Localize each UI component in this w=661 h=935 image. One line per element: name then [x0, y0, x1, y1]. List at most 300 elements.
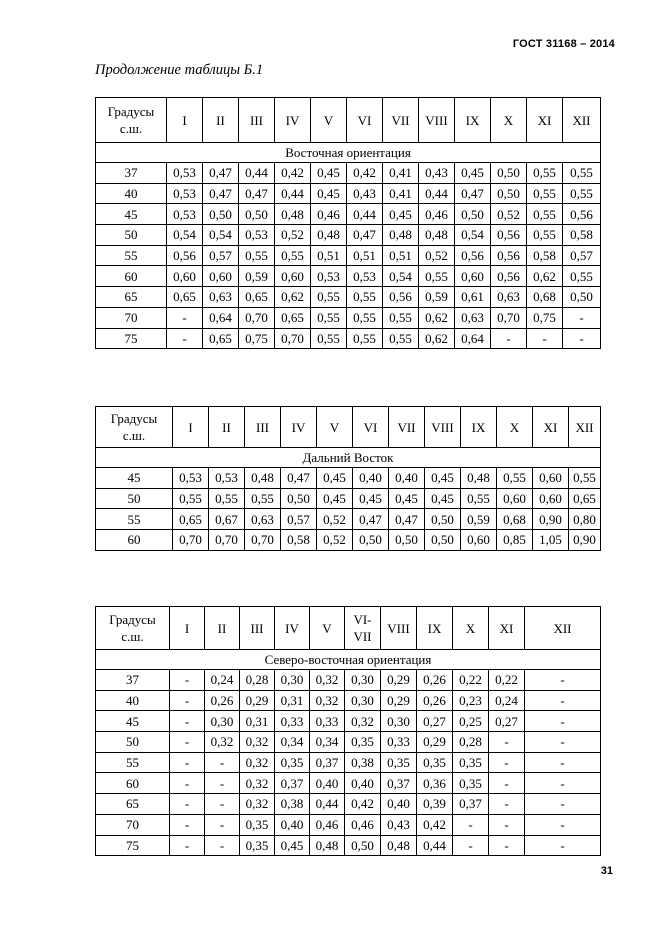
coefficient-cell: -: [205, 773, 240, 794]
month-header: IX: [417, 607, 453, 650]
coefficient-cell: 0,26: [417, 670, 453, 691]
coefficient-cell: -: [525, 814, 601, 835]
month-header: [345, 607, 381, 650]
coefficient-cell: -: [491, 328, 527, 349]
coefficient-cell: 0,42: [345, 794, 381, 815]
coefficient-cell: 0,58: [527, 245, 563, 266]
coefficient-cell: 0,55: [311, 307, 347, 328]
coefficient-cell: 0,56: [455, 245, 491, 266]
coefficient-cell: 0,75: [239, 328, 275, 349]
month-header: VIII: [381, 607, 417, 650]
coefficient-cell: 0,55: [383, 328, 419, 349]
table-row: [96, 794, 601, 815]
coefficient-cell: 0,60: [461, 530, 497, 551]
coefficient-cell: 0,40: [353, 468, 389, 489]
latitude-header: [96, 407, 173, 448]
coefficient-cell: 0,46: [345, 814, 381, 835]
coefficient-cell: 0,56: [491, 245, 527, 266]
coefficient-cell: 0,40: [310, 773, 345, 794]
coefficient-cell: 0,29: [240, 690, 275, 711]
coefficient-cell: 0,61: [455, 287, 491, 308]
coefficient-cell: 0,62: [419, 307, 455, 328]
coefficient-cell: 0,55: [347, 287, 383, 308]
month-header: VII: [383, 98, 419, 143]
latitude-header: [96, 607, 170, 650]
coefficient-cell: 0,70: [245, 530, 281, 551]
coefficient-cell: 0,53: [209, 468, 245, 489]
coefficient-cell: 0,63: [203, 287, 239, 308]
coefficient-cell: -: [170, 711, 205, 732]
coefficient-cell: 0,55: [569, 468, 601, 489]
coefficient-cell: -: [525, 773, 601, 794]
month-header: I: [167, 98, 203, 143]
coefficient-cell: -: [563, 328, 601, 349]
coefficient-cell: 0,55: [563, 183, 601, 204]
coefficient-cell: 0,34: [310, 732, 345, 753]
coefficient-cell: 0,60: [533, 488, 569, 509]
latitude-cell: 45: [96, 711, 170, 732]
coefficient-cell: 0,68: [527, 287, 563, 308]
table-row: [96, 732, 601, 753]
coefficient-cell: 0,33: [275, 711, 310, 732]
coefficient-cell: 0,60: [455, 266, 491, 287]
coefficient-cell: 0,53: [167, 183, 203, 204]
month-header: IX: [455, 98, 491, 143]
month-header: X: [497, 407, 533, 448]
coefficient-cell: 0,70: [209, 530, 245, 551]
month-header: XI: [489, 607, 525, 650]
coefficient-cell: 0,30: [345, 690, 381, 711]
latitude-cell: 37: [96, 163, 167, 184]
latitude-cell: 70: [96, 307, 167, 328]
coefficient-cell: 0,45: [383, 204, 419, 225]
coefficient-cell: 0,35: [240, 814, 275, 835]
coefficient-cell: 0,54: [167, 225, 203, 246]
month-header: VIII: [425, 407, 461, 448]
coefficient-cell: 0,56: [563, 204, 601, 225]
coefficient-cell: -: [170, 773, 205, 794]
latitude-cell: 55: [96, 509, 173, 530]
coefficient-cell: 0,23: [453, 690, 489, 711]
coefficient-cell: 0,58: [281, 530, 317, 551]
table-row: [96, 752, 601, 773]
coefficient-cell: 0,41: [383, 163, 419, 184]
coefficient-cell: 0,45: [317, 468, 353, 489]
coefficient-cell: -: [525, 690, 601, 711]
coefficient-cell: 0,65: [239, 287, 275, 308]
coefficient-cell: 0,70: [173, 530, 209, 551]
coefficient-cell: 0,55: [527, 225, 563, 246]
coefficient-cell: 0,32: [205, 732, 240, 753]
header-text: с.ш.: [119, 121, 143, 136]
table-row: [96, 814, 601, 835]
coefficient-cell: 0,55: [173, 488, 209, 509]
latitude-cell: 37: [96, 670, 170, 691]
coefficient-cell: 0,37: [453, 794, 489, 815]
table-row: [96, 163, 601, 184]
coefficient-cell: 0,32: [240, 752, 275, 773]
coefficient-cell: 0,48: [419, 225, 455, 246]
coefficient-cell: 0,55: [311, 328, 347, 349]
coefficient-cell: 0,55: [209, 488, 245, 509]
table-row: [96, 266, 601, 287]
coefficient-cell: 0,57: [563, 245, 601, 266]
coefficient-cell: 0,40: [389, 468, 425, 489]
coefficient-cell: 0,45: [455, 163, 491, 184]
coefficient-cell: 0,43: [347, 183, 383, 204]
coefficient-cell: 0,45: [389, 488, 425, 509]
coefficient-cell: 0,50: [203, 204, 239, 225]
coefficient-cell: 0,30: [275, 670, 310, 691]
month-header: III: [240, 607, 275, 650]
month-header: V: [311, 98, 347, 143]
coefficient-cell: 0,48: [383, 225, 419, 246]
coefficient-cell: 0,53: [173, 468, 209, 489]
header-row: [96, 98, 601, 143]
coefficient-cell: 0,60: [167, 266, 203, 287]
coefficient-cell: 0,55: [563, 266, 601, 287]
table-row: [96, 468, 601, 489]
coefficient-cell: 0,29: [381, 670, 417, 691]
header-text: VII: [353, 629, 372, 644]
table-row: [96, 773, 601, 794]
table-row: [96, 488, 601, 509]
header-text: Градусы: [109, 612, 156, 627]
coefficient-cell: 0,50: [345, 835, 381, 856]
coefficient-cell: 0,33: [381, 732, 417, 753]
coefficient-cell: 0,52: [317, 509, 353, 530]
coefficient-cell: 0,45: [353, 488, 389, 509]
month-header: IV: [275, 98, 311, 143]
coefficient-cell: 0,65: [569, 488, 601, 509]
coefficient-cell: 0,47: [389, 509, 425, 530]
coefficient-cell: 0,40: [345, 773, 381, 794]
coefficient-cell: 0,42: [347, 163, 383, 184]
table-row: [96, 287, 601, 308]
coefficient-cell: 0,48: [381, 835, 417, 856]
coefficient-cell: 0,62: [419, 328, 455, 349]
coefficient-cell: 0,32: [310, 670, 345, 691]
table-caption: Продолжение таблицы Б.1: [95, 62, 264, 78]
coefficient-cell: 0,45: [425, 488, 461, 509]
month-header: II: [205, 607, 240, 650]
coefficient-cell: 0,55: [275, 245, 311, 266]
coefficient-cell: 0,35: [453, 773, 489, 794]
coefficient-cell: 0,75: [527, 307, 563, 328]
coefficient-cell: 0,53: [311, 266, 347, 287]
table-row: [96, 530, 601, 551]
coefficient-cell: 0,59: [419, 287, 455, 308]
coefficient-cell: 0,60: [203, 266, 239, 287]
document-code: ГОСТ 31168 – 2014: [512, 38, 615, 50]
coefficient-cell: 0,47: [239, 183, 275, 204]
header-text: VI-: [353, 612, 372, 627]
coefficient-cell: 0,65: [173, 509, 209, 530]
coefficient-cell: 0,50: [563, 287, 601, 308]
coefficient-cell: 0,50: [239, 204, 275, 225]
latitude-cell: 50: [96, 225, 167, 246]
month-header: IV: [275, 607, 310, 650]
coefficient-cell: 0,65: [167, 287, 203, 308]
latitude-cell: 50: [96, 732, 170, 753]
coefficient-cell: 0,50: [389, 530, 425, 551]
coefficient-cell: 0,44: [417, 835, 453, 856]
coefficient-cell: -: [525, 835, 601, 856]
coefficient-cell: 0,55: [347, 328, 383, 349]
coefficient-cell: 0,50: [425, 530, 461, 551]
coefficient-cell: 0,56: [167, 245, 203, 266]
latitude-cell: 60: [96, 266, 167, 287]
coefficient-cell: 0,70: [275, 328, 311, 349]
table-row: [96, 509, 601, 530]
coefficient-cell: 0,28: [240, 670, 275, 691]
coefficient-cell: 0,46: [419, 204, 455, 225]
coefficient-cell: 0,63: [245, 509, 281, 530]
coefficient-cell: 0,62: [275, 287, 311, 308]
table-row: [96, 204, 601, 225]
coefficient-cell: -: [525, 794, 601, 815]
coefficient-cell: -: [170, 670, 205, 691]
table-row: [96, 670, 601, 691]
coefficient-cell: 0,55: [563, 163, 601, 184]
coefficient-cell: 0,58: [563, 225, 601, 246]
coefficient-cell: 0,57: [281, 509, 317, 530]
coefficient-cell: 0,39: [417, 794, 453, 815]
coefficient-cell: 0,53: [167, 163, 203, 184]
coefficient-cell: -: [453, 814, 489, 835]
coefficient-cell: -: [205, 814, 240, 835]
coefficient-cell: 0,22: [453, 670, 489, 691]
coefficient-cell: 0,44: [347, 204, 383, 225]
coefficient-cell: 0,50: [491, 163, 527, 184]
coefficient-cell: 0,59: [239, 266, 275, 287]
coefficient-cell: 0,32: [240, 794, 275, 815]
coefficient-cell: 0,31: [275, 690, 310, 711]
coefficient-cell: 0,30: [205, 711, 240, 732]
table-east-orientation: [95, 97, 601, 349]
table-row: [96, 307, 601, 328]
table-north-east-orientation: [95, 606, 601, 856]
coefficient-cell: 0,47: [455, 183, 491, 204]
coefficient-cell: 0,47: [353, 509, 389, 530]
header-row: [96, 407, 601, 448]
latitude-cell: 70: [96, 814, 170, 835]
coefficient-cell: 0,46: [311, 204, 347, 225]
coefficient-cell: 0,45: [275, 835, 310, 856]
coefficient-cell: 0,48: [245, 468, 281, 489]
table-row: [96, 690, 601, 711]
coefficient-cell: 0,37: [381, 773, 417, 794]
coefficient-cell: 0,67: [209, 509, 245, 530]
coefficient-cell: 0,33: [310, 711, 345, 732]
latitude-cell: 75: [96, 835, 170, 856]
month-header: V: [310, 607, 345, 650]
coefficient-cell: 0,48: [461, 468, 497, 489]
coefficient-cell: 0,41: [383, 183, 419, 204]
coefficient-cell: 0,80: [569, 509, 601, 530]
coefficient-cell: 0,68: [497, 509, 533, 530]
month-header: XII: [563, 98, 601, 143]
coefficient-cell: -: [170, 752, 205, 773]
coefficient-cell: 0,37: [310, 752, 345, 773]
coefficient-cell: 0,54: [455, 225, 491, 246]
coefficient-cell: 0,38: [275, 794, 310, 815]
coefficient-cell: 0,28: [453, 732, 489, 753]
coefficient-cell: 0,35: [345, 732, 381, 753]
coefficient-cell: 0,35: [381, 752, 417, 773]
table-row: [96, 328, 601, 349]
coefficient-cell: 0,53: [167, 204, 203, 225]
coefficient-cell: -: [489, 732, 525, 753]
coefficient-cell: 0,50: [425, 509, 461, 530]
coefficient-cell: -: [527, 328, 563, 349]
coefficient-cell: 0,52: [317, 530, 353, 551]
coefficient-cell: 0,54: [383, 266, 419, 287]
coefficient-cell: -: [453, 835, 489, 856]
latitude-cell: 50: [96, 488, 173, 509]
coefficient-cell: 0,27: [489, 711, 525, 732]
coefficient-cell: -: [205, 794, 240, 815]
table-row: [96, 183, 601, 204]
coefficient-cell: 0,32: [240, 773, 275, 794]
month-header: VIII: [419, 98, 455, 143]
coefficient-cell: 0,34: [275, 732, 310, 753]
coefficient-cell: 0,51: [347, 245, 383, 266]
coefficient-cell: 0,35: [453, 752, 489, 773]
coefficient-cell: 0,25: [453, 711, 489, 732]
coefficient-cell: 0,30: [381, 711, 417, 732]
coefficient-cell: 0,47: [203, 163, 239, 184]
coefficient-cell: 0,90: [569, 530, 601, 551]
coefficient-cell: 0,45: [311, 183, 347, 204]
month-header: I: [173, 407, 209, 448]
coefficient-cell: 0,60: [275, 266, 311, 287]
coefficient-cell: -: [205, 835, 240, 856]
coefficient-cell: 0,48: [275, 204, 311, 225]
coefficient-cell: 0,47: [203, 183, 239, 204]
coefficient-cell: 0,59: [461, 509, 497, 530]
coefficient-cell: 0,44: [310, 794, 345, 815]
month-header: XI: [527, 98, 563, 143]
coefficient-cell: 0,55: [419, 266, 455, 287]
coefficient-cell: 0,90: [533, 509, 569, 530]
coefficient-cell: 0,32: [345, 711, 381, 732]
coefficient-cell: -: [489, 752, 525, 773]
coefficient-cell: 0,55: [461, 488, 497, 509]
coefficient-cell: 0,55: [383, 307, 419, 328]
header-text: с.ш.: [121, 629, 144, 644]
month-header: II: [203, 98, 239, 143]
coefficient-cell: 0,40: [381, 794, 417, 815]
coefficient-cell: 0,52: [275, 225, 311, 246]
coefficient-cell: 0,40: [275, 814, 310, 835]
coefficient-cell: 0,85: [497, 530, 533, 551]
coefficient-cell: 0,54: [203, 225, 239, 246]
coefficient-cell: 0,37: [275, 773, 310, 794]
page-number: 31: [600, 865, 613, 877]
coefficient-cell: 0,45: [317, 488, 353, 509]
coefficient-cell: 0,24: [205, 670, 240, 691]
latitude-header: [96, 98, 167, 143]
latitude-cell: 60: [96, 773, 170, 794]
coefficient-cell: 0,50: [491, 183, 527, 204]
coefficient-cell: 0,51: [311, 245, 347, 266]
coefficient-cell: 0,43: [419, 163, 455, 184]
latitude-cell: 40: [96, 183, 167, 204]
coefficient-cell: 0,42: [417, 814, 453, 835]
month-header: IV: [281, 407, 317, 448]
month-header: XI: [533, 407, 569, 448]
coefficient-cell: 0,32: [310, 690, 345, 711]
month-header: I: [170, 607, 205, 650]
coefficient-cell: 1,05: [533, 530, 569, 551]
coefficient-cell: 0,24: [489, 690, 525, 711]
coefficient-cell: 0,70: [491, 307, 527, 328]
coefficient-cell: 0,65: [203, 328, 239, 349]
coefficient-cell: 0,60: [497, 488, 533, 509]
coefficient-cell: -: [489, 814, 525, 835]
coefficient-cell: 0,62: [527, 266, 563, 287]
latitude-cell: 45: [96, 204, 167, 225]
coefficient-cell: 0,55: [347, 307, 383, 328]
coefficient-cell: 0,63: [491, 287, 527, 308]
coefficient-cell: -: [525, 752, 601, 773]
section-title: Дальний Восток: [96, 448, 601, 468]
coefficient-cell: -: [167, 307, 203, 328]
latitude-cell: 55: [96, 245, 167, 266]
month-header: X: [453, 607, 489, 650]
month-header: XII: [569, 407, 601, 448]
coefficient-cell: 0,29: [381, 690, 417, 711]
coefficient-cell: 0,64: [203, 307, 239, 328]
coefficient-cell: -: [170, 835, 205, 856]
latitude-cell: 45: [96, 468, 173, 489]
table-row: [96, 711, 601, 732]
coefficient-cell: 0,60: [533, 468, 569, 489]
coefficient-cell: 0,46: [310, 814, 345, 835]
header-text: Градусы: [107, 104, 155, 119]
coefficient-cell: -: [489, 835, 525, 856]
coefficient-cell: 0,50: [281, 488, 317, 509]
month-header: VI: [353, 407, 389, 448]
coefficient-cell: 0,38: [345, 752, 381, 773]
month-header: XII: [525, 607, 601, 650]
coefficient-cell: 0,63: [455, 307, 491, 328]
coefficient-cell: 0,51: [383, 245, 419, 266]
month-header: X: [491, 98, 527, 143]
coefficient-cell: 0,52: [419, 245, 455, 266]
section-title: Северо-восточная ориентация: [96, 650, 601, 670]
coefficient-cell: 0,42: [275, 163, 311, 184]
coefficient-cell: 0,35: [417, 752, 453, 773]
coefficient-cell: -: [489, 773, 525, 794]
coefficient-cell: 0,44: [275, 183, 311, 204]
coefficient-cell: 0,52: [491, 204, 527, 225]
coefficient-cell: -: [489, 794, 525, 815]
month-header: VII: [389, 407, 425, 448]
coefficient-cell: 0,65: [275, 307, 311, 328]
coefficient-cell: 0,55: [497, 468, 533, 489]
coefficient-cell: 0,53: [347, 266, 383, 287]
coefficient-cell: 0,47: [281, 468, 317, 489]
coefficient-cell: 0,55: [239, 245, 275, 266]
header-text: с.ш.: [122, 428, 146, 443]
coefficient-cell: 0,55: [527, 163, 563, 184]
coefficient-cell: 0,56: [491, 225, 527, 246]
coefficient-cell: 0,29: [417, 732, 453, 753]
section-title: Восточная ориентация: [96, 143, 601, 163]
coefficient-cell: 0,30: [345, 670, 381, 691]
